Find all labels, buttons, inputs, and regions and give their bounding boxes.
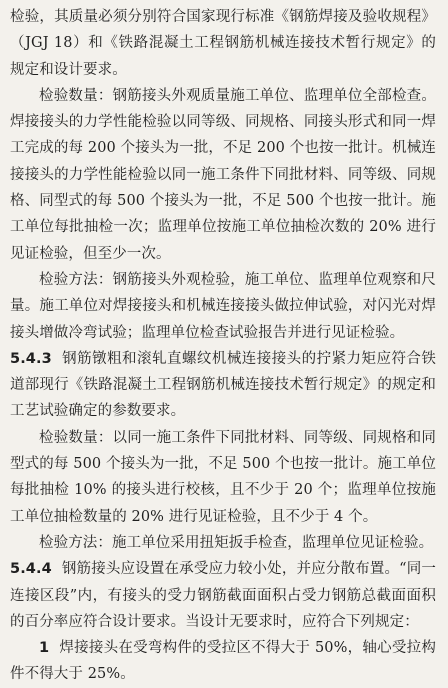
item-text: 焊接接头在受弯构件的受拉区不得大于 50%，轴心受拉构件不得大于 25%。 — [10, 640, 436, 683]
section-text: 钢筋镦粗和滚轧直螺纹机械连接接头的拧紧力矩应符合铁道部现行《铁路混凝土工程钢筋机械连接技术暂行规定》的规定和工艺试验确定的参数要求。 — [10, 350, 436, 420]
section-number: 5.4.3 — [10, 350, 52, 367]
list-item-1 — [10, 635, 436, 688]
section-5-4-3 — [10, 346, 436, 425]
inspection-quantity-paragraph-2: 检验数量：以同一施工条件下同批材料、同等级、同规格和同型式的每 500 个接头为一批，不足 500 个也按一批计。施工单位每批抽检 10% 的接头进行校核，且不少于 20 个；监理单位按施工单位抽检数量的 20% 进行见证检验，且不少于 4 个。 — [10, 429, 436, 525]
item-number: 1 — [39, 640, 50, 657]
inspection-method-paragraph-2: 检验方法：施工单位采用扭矩扳手检查，监理单位见证检验。 — [39, 534, 434, 551]
paragraph-continuation: 检验，其质量必须分别符合国家现行标准《钢筋焊接及验收规程》（JGJ 18）和《铁路混凝土工程钢筋机械连接技术暂行规定》的规定和设计要求。 — [10, 9, 436, 78]
section-text: 钢筋接头应设置在承受应力较小处，并应分散布置。“同一连接区段”内，有接头的受力钢筋截面面积占受力钢筋总截面面积的百分率应符合设计要求。当设计无要求时，应符合下列规定： — [10, 561, 436, 630]
section-5-4-4 — [10, 556, 436, 635]
section-number: 5.4.4 — [10, 561, 52, 578]
inspection-quantity-paragraph: 检验数量：钢筋接头外观质量施工单位、监理单位全部检查。焊接接头的力学性能检验以同等级、同规格、同接头形式和同一焊工完成的每 200 个接头为一批，不足 200 个也按一批计。机械连接接头的力学性能检验以同一施工条件下同批材料、同等级、同规格、同型式的每 500 个接头为一批，不足 500 个也按一批计。施工单位每批抽检一次；监理单位按施工单位抽检次数的 20% 进行见证检验，但至少一次。 — [10, 87, 436, 262]
inspection-method-paragraph: 检验方法：钢筋接头外观检验，施工单位、监理单位观察和尺量。施工单位对焊接接头和机械连接接头做拉伸试验，对闪光对焊接头增做冷弯试验；监理单位检查试验报告并进行见证检验。 — [10, 271, 436, 341]
